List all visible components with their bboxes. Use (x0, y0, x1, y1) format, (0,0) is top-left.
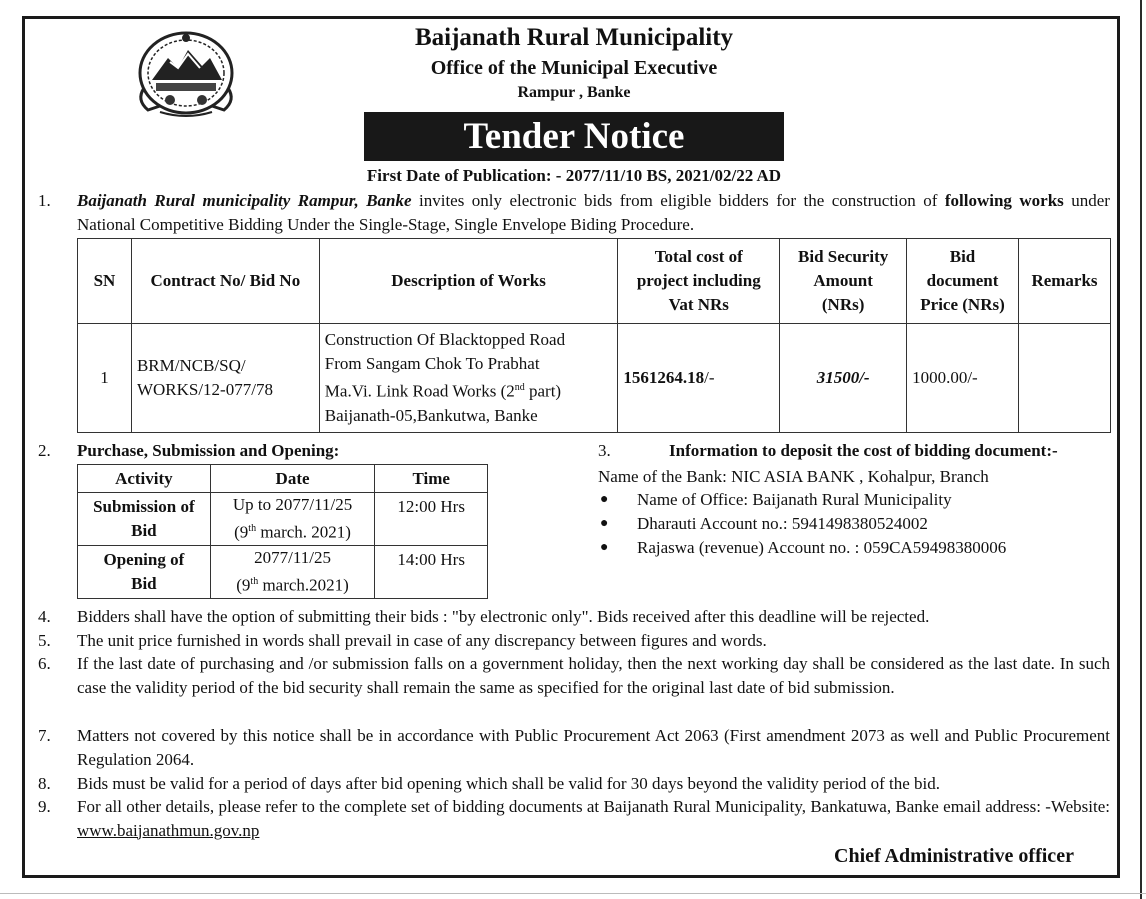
date-part-b: march.2021) (258, 575, 349, 595)
cell-cost-value: 1561264.18 (623, 368, 705, 387)
cell-date-l1: 2077/11/25 (254, 548, 331, 568)
schedule-table (77, 464, 488, 599)
date-sup: th (248, 523, 257, 535)
col-doc-l1: Bid (949, 247, 976, 266)
cell-time: 12:00 Hrs (375, 493, 488, 546)
cell-date-l2 (214, 517, 372, 545)
item-1-text (77, 189, 1110, 236)
cell-sn: 1 (78, 324, 132, 433)
nepal-emblem-icon (130, 28, 242, 118)
works-table (77, 238, 1111, 433)
rajaswa-account: Rajaswa (revenue) Account no. : 059CA59498380006 (637, 538, 1007, 557)
cell-activity-l2: Bid (131, 574, 157, 593)
item-number: 7. (38, 726, 51, 745)
col-cost-l3: Vat NRs (668, 295, 729, 314)
schedule-header-row (78, 465, 488, 493)
notice-title: Tender Notice (364, 112, 784, 161)
cell-activity-l1: Submission of (93, 497, 195, 516)
date-part-b: march. 2021) (256, 522, 351, 542)
cell-desc-l4: Baijanath-05,Bankutwa, Banke (324, 405, 538, 425)
item-number: 4. (38, 607, 51, 626)
item-1-lead: Baijanath Rural municipality Rampur, Banke (77, 191, 412, 210)
item-3-title: Information to deposit the cost of bidding document:- (669, 441, 1058, 460)
item-number: 2. (38, 441, 51, 460)
col-security-l2: Amount (813, 271, 873, 290)
cell-desc-l2: From Sangam Chok To Prabhat (324, 354, 540, 374)
org-name: Baijanath Rural Municipality (414, 24, 734, 51)
cell-date (210, 546, 375, 599)
cell-desc-l3 (325, 376, 613, 404)
bullet-icon: ● (600, 516, 609, 531)
cell-activity-l2: Bid (131, 521, 157, 540)
item-2-title: Purchase, Submission and Opening: (77, 441, 340, 460)
col-remarks: Remarks (1018, 239, 1110, 324)
item-8-text: Bids must be valid for a period of days after bid opening which shall be valid for 30 days beyond the validity period of the bid. (77, 774, 941, 793)
cell-cost-suffix: /- (704, 368, 715, 387)
cell-time: 14:00 Hrs (375, 546, 488, 599)
cell-activity (78, 546, 211, 599)
cell-desc-l1: Construction Of Blacktopped Road (324, 330, 566, 350)
item-7-text: Matters not covered by this notice shall be in accordance with Public Procurement Act 2063 (First amendment 2073 as well and Public Procurement Regulation 2064. (77, 726, 1110, 769)
col-date: Date (210, 465, 375, 493)
cell-contract-l2: WORKS/12-077/78 (136, 380, 273, 399)
office-name: Office of the Municipal Executive (430, 57, 718, 79)
cell-activity (78, 493, 211, 546)
page-bottom-line (0, 893, 1146, 894)
col-activity: Activity (78, 465, 211, 493)
item-1-bold: following works (944, 191, 1064, 210)
item-6-text: If the last date of purchasing and /or submission falls on a government holiday, then the next working day shall be considered as the last date. In such case the validity period of the bid security shall remain the same as specified for the original last date of bid submission. (77, 654, 1110, 697)
item-9-text (77, 795, 1110, 842)
col-cost (618, 239, 780, 324)
cell-security: 31500/- (780, 324, 907, 433)
table-row (78, 546, 488, 599)
col-time: Time (375, 465, 488, 493)
date-sup: th (250, 576, 259, 588)
item-9-body: For all other details, please refer to the complete set of bidding documents at Baijanath Rural Municipality, Bankatuwa, Banke email address: -Website: (77, 797, 1110, 816)
publication-date: First Date of Publication: - 2077/11/10 BS, 2021/02/22 AD (366, 166, 782, 185)
table-header-row (78, 239, 1111, 324)
cell-desc-sup: nd (514, 382, 525, 394)
cell-date-l1: Up to 2077/11/25 (232, 495, 353, 515)
bullet-icon: ● (600, 492, 609, 507)
item-number: 8. (38, 774, 51, 793)
item-number: 1. (38, 191, 51, 210)
date-part-a: (9 (236, 575, 251, 595)
item-number: 5. (38, 631, 51, 650)
col-sn: SN (78, 239, 132, 324)
cell-remarks (1018, 324, 1110, 433)
cell-desc-l3a: Ma.Vi. Link Road Works (2 (324, 381, 515, 401)
col-doc-price (907, 239, 1019, 324)
item-1-text-a: invites only electronic bids from eligible bidders for the construction of (411, 191, 945, 210)
col-doc-l3: Price (NRs) (920, 295, 1005, 314)
item-5-text: The unit price furnished in words shall prevail in case of any discrepancy between figures and words. (77, 631, 767, 650)
col-doc-l2: document (926, 271, 999, 290)
col-contract: Contract No/ Bid No (131, 239, 319, 324)
col-security-l3: (NRs) (821, 295, 865, 314)
bank-office: Name of Office: Baijanath Rural Municipality (637, 490, 952, 509)
table-row (78, 493, 488, 546)
cell-doc-price: 1000.00/- (907, 324, 1019, 433)
item-number: 3. (598, 441, 611, 460)
cell-description (319, 324, 618, 433)
cell-date (210, 493, 375, 546)
col-cost-l2: project including (636, 271, 761, 290)
col-description: Description of Works (319, 239, 618, 324)
table-row (78, 324, 1111, 433)
item-number: 6. (38, 654, 51, 673)
page-edge-line (1140, 0, 1142, 899)
col-cost-l1: Total cost of (654, 247, 743, 266)
date-part-a: (9 (234, 522, 249, 542)
col-security-l1: Bid Security (798, 247, 889, 266)
website-link[interactable]: www.baijanathmun.gov.np (77, 820, 260, 840)
signature-title: Chief Administrative officer (834, 845, 1074, 867)
col-security (780, 239, 907, 324)
item-1-text-b: under National Competitive Bidding Under the Single-Stage, Single Envelope Biding Procedure. (77, 191, 1110, 234)
cell-contract (131, 324, 319, 433)
bank-name: Name of the Bank: NIC ASIA BANK , Kohalpur, Branch (598, 467, 989, 486)
item-number: 9. (38, 797, 51, 816)
cell-desc-l3b: part) (524, 381, 562, 401)
cell-cost (618, 324, 780, 433)
bullet-icon: ● (600, 540, 609, 555)
cell-date-l2 (214, 570, 372, 598)
dharauti-account: Dharauti Account no.: 5941498380524002 (637, 514, 928, 533)
cell-contract-l1: BRM/NCB/SQ/ (136, 356, 246, 375)
item-4-text: Bidders shall have the option of submitting their bids : "by electronic only". Bids received after this deadline will be rejected. (77, 607, 930, 626)
office-location: Rampur , Banke (517, 84, 631, 101)
cell-activity-l1: Opening of (103, 550, 185, 569)
